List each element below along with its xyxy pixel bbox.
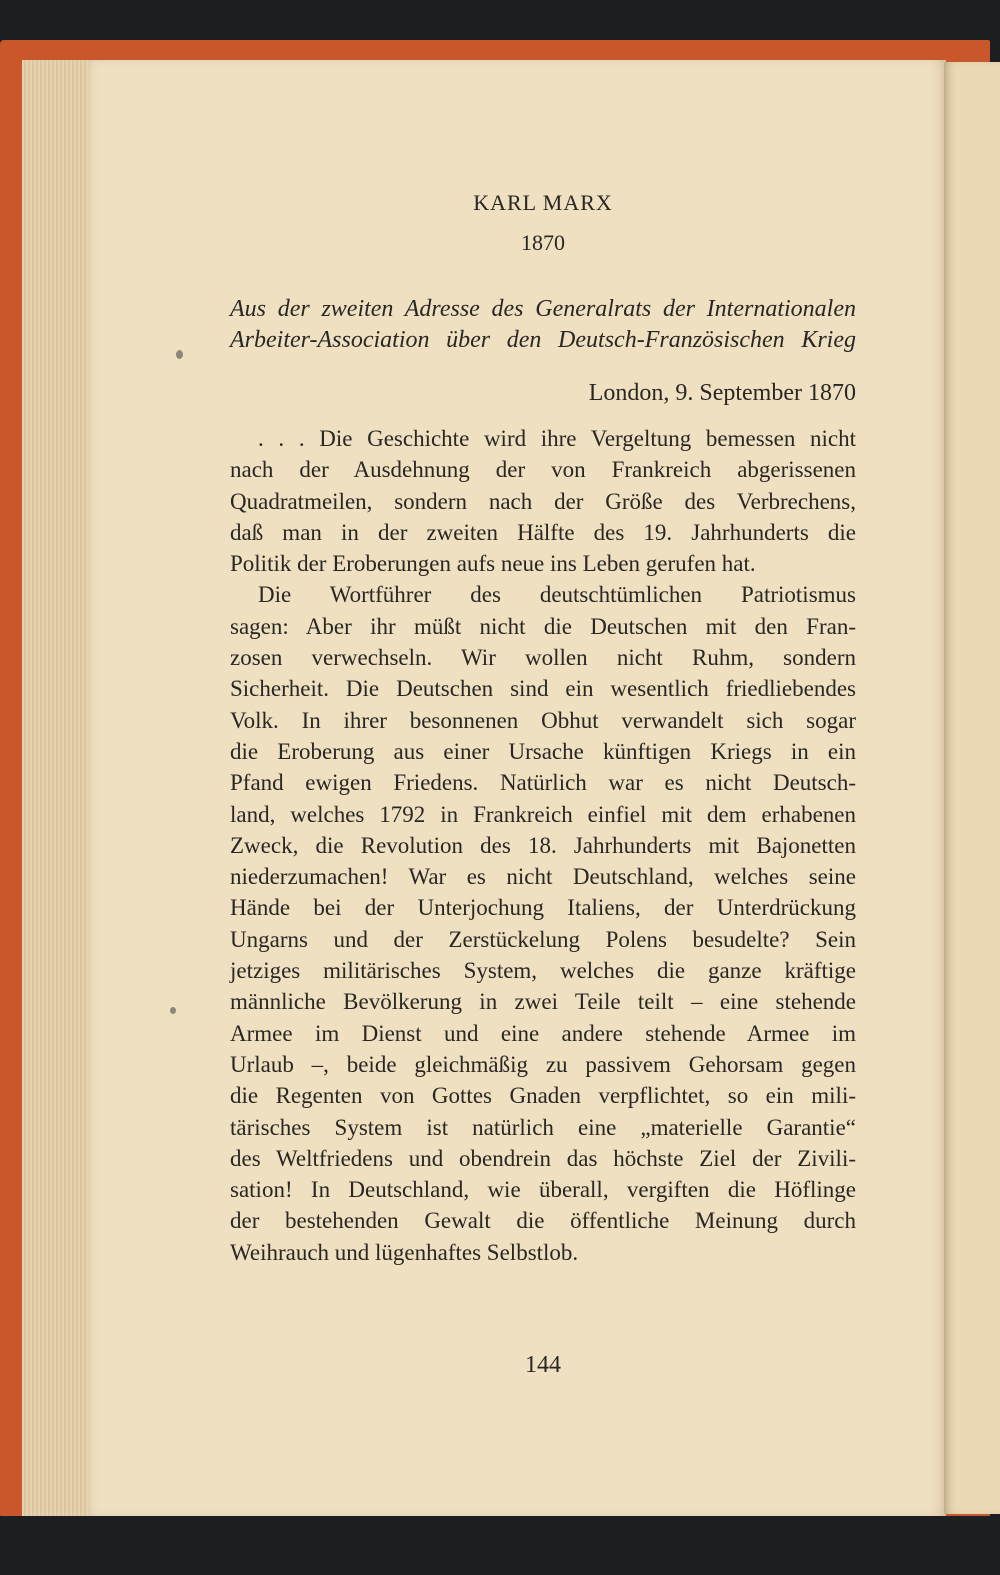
subtitle-line: Arbeiter-Association über den Deutsch-Französischen Krieg — [230, 327, 856, 353]
dateline: London, 9. September 1870 — [588, 380, 856, 406]
text-line: die Eroberung aus einer Ursache künftigen Kriegs in ein — [230, 738, 856, 764]
body-text — [230, 423, 856, 1268]
text-line: Weihrauch und lügenhaftes Selbstlob. — [230, 1239, 579, 1265]
text-line: Ungarns und der Zerstückelung Polens besudelte? Sein — [230, 926, 856, 952]
text-line: Die Wortführer des deutschtümlichen Patriotismus — [258, 582, 856, 608]
paper-speck — [170, 1007, 176, 1014]
background-surface — [0, 1516, 1000, 1575]
text-line: tärisches System ist natürlich eine „materielle Garantie“ — [230, 1114, 856, 1140]
text-line: Politik der Eroberungen aufs neue ins Leben gerufen hat. — [230, 551, 756, 577]
text-line: jetziges militärisches System, welches die ganze kräftige — [230, 958, 856, 984]
page-number: 144 — [525, 1352, 561, 1378]
paper-speck — [176, 350, 183, 359]
text-line: Hände bei der Unterjochung Italiens, der Unterdrückung — [230, 895, 856, 921]
subtitle-line: Aus der zweiten Adresse des Generalrats der Internationalen — [230, 296, 856, 322]
text-line: niederzumachen! War es nicht Deutschland, welches seine — [230, 864, 856, 890]
text-line: daß man in der zweiten Hälfte des 19. Jahrhunderts die — [230, 519, 856, 545]
year-heading: 1870 — [521, 230, 565, 255]
text-line: Quadratmeilen, sondern nach der Größe des Verbrechens, — [230, 488, 856, 514]
document-subtitle — [230, 294, 856, 356]
text-line: Urlaub –, beide gleichmäßig zu passivem Gehorsam gegen — [230, 1051, 856, 1077]
text-line: Armee im Dienst und eine andere stehende Armee im — [230, 1020, 856, 1046]
text-line: land, welches 1792 in Frankreich einfiel mit dem erhabenen — [230, 801, 856, 827]
text-line: des Weltfriedens und obendrein das höchste Ziel der Zivili- — [230, 1145, 856, 1171]
text-line: Zweck, die Revolution des 18. Jahrhunderts mit Bajonetten — [230, 832, 856, 858]
text-line: Pfand ewigen Friedens. Natürlich war es nicht Deutsch- — [230, 770, 856, 796]
text-line: sagen: Aber ihr müßt nicht die Deutschen mit den Fran- — [230, 613, 856, 639]
author-heading: KARL MARX — [473, 190, 613, 215]
facing-page-edge — [944, 62, 1000, 1514]
text-line: der bestehenden Gewalt die öffentliche Meinung durch — [230, 1208, 856, 1234]
page-edges — [22, 60, 90, 1518]
text-line: Sicherheit. Die Deutschen sind ein wesentlich friedliebendes — [230, 676, 856, 702]
text-line: Volk. In ihrer besonnenen Obhut verwandelt sich sogar — [230, 707, 856, 733]
text-line: die Regenten von Gottes Gnaden verpflichtet, so ein mili- — [230, 1083, 856, 1109]
text-line: sation! In Deutschland, wie überall, vergiften die Höflinge — [230, 1177, 856, 1203]
text-line: nach der Ausdehnung der von Frankreich abgerissenen — [230, 457, 856, 483]
text-line: . . . Die Geschichte wird ihre Vergeltung bemessen nicht — [258, 426, 856, 451]
text-line: zosen verwechseln. Wir wollen nicht Ruhm, sondern — [230, 645, 856, 671]
text-line: männliche Bevölkerung in zwei Teile teilt – eine stehende — [230, 989, 856, 1015]
